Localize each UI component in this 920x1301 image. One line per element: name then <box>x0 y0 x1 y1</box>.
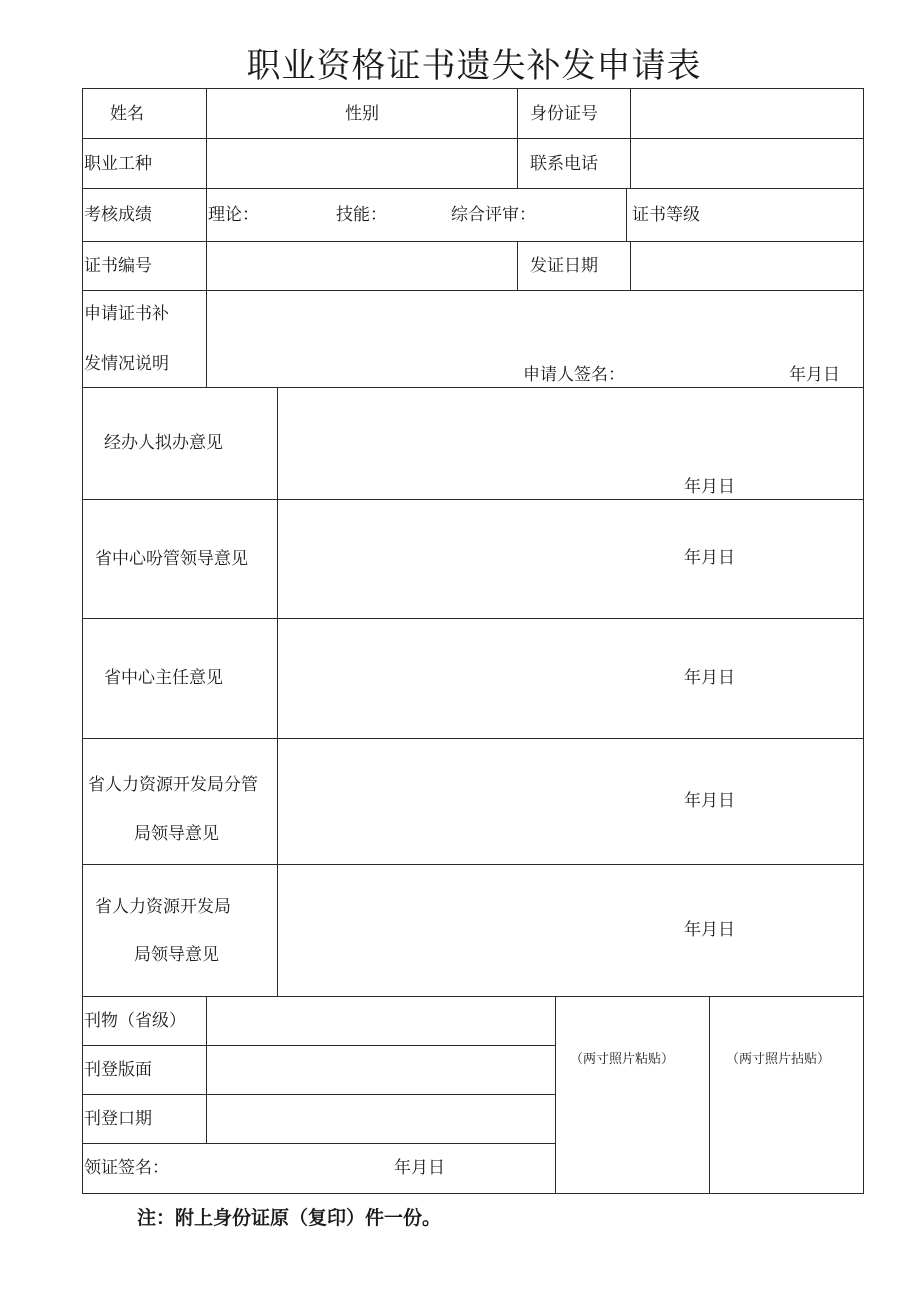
row-divider <box>82 1094 555 1095</box>
photo-placeholder-2: （两寸照片拈贴） <box>726 1052 831 1067</box>
bureau-deputy-opinion-date: 年月日 <box>684 791 735 811</box>
form-title: 职业资格证书遗失补发申请表 <box>246 46 702 86</box>
center-leader-opinion-label: 省中心吩管领导意见 <box>95 549 248 569</box>
form-table <box>82 88 864 1194</box>
id-number-label: 身份证号 <box>530 104 598 124</box>
phone-label: 联系电话 <box>530 154 598 174</box>
row-divider <box>82 138 864 139</box>
occupation-label: 职业工种 <box>84 154 152 174</box>
cert-number-label: 证书编号 <box>84 256 152 276</box>
receiver-signature-label: 领证签名： <box>84 1158 169 1178</box>
publication-page-label: 刊登版面 <box>84 1060 152 1080</box>
center-director-opinion-date: 年月日 <box>684 668 735 688</box>
center-director-opinion-label: 省中心主任意见 <box>104 668 223 688</box>
footnote: 注：附上身份证原（复印）件一份。 <box>137 1207 442 1229</box>
reason-label-line2: 发情况说明 <box>84 354 169 374</box>
applicant-date: 年月日 <box>789 365 840 385</box>
skill-label: 技能： <box>336 205 387 225</box>
center-leader-opinion-date: 年月日 <box>684 548 735 568</box>
col-divider <box>630 88 631 188</box>
col-divider <box>709 996 710 1194</box>
bureau-deputy-opinion-label-line1: 省人力资源开发局分管 <box>88 775 258 795</box>
assessment-label: 考核成绩 <box>84 205 152 225</box>
bureau-deputy-opinion-label-line2: 局领导意见 <box>134 824 219 844</box>
review-label: 综合评审： <box>451 205 536 225</box>
row-divider <box>82 1143 555 1144</box>
row-divider <box>82 290 864 291</box>
row-divider <box>82 1045 555 1046</box>
col-divider <box>517 88 518 188</box>
col-divider <box>517 241 518 290</box>
row-divider <box>82 499 864 500</box>
bureau-leader-opinion-date: 年月日 <box>684 920 735 940</box>
cert-level-label: 证书等级 <box>632 205 700 225</box>
col-divider <box>626 188 627 241</box>
row-divider <box>82 618 864 619</box>
col-divider <box>555 996 556 1194</box>
gender-label: 性别 <box>345 104 379 124</box>
bureau-leader-opinion-label-line1: 省人力资源开发局 <box>95 897 231 917</box>
col-divider <box>277 387 278 996</box>
col-divider <box>630 241 631 290</box>
row-divider <box>82 387 864 388</box>
col-divider <box>206 996 207 1143</box>
row-divider <box>82 864 864 865</box>
publication-label: 刊物（省级） <box>84 1011 186 1031</box>
receiver-date: 年月日 <box>394 1158 445 1178</box>
row-divider <box>82 241 864 242</box>
row-divider <box>82 738 864 739</box>
bureau-leader-opinion-label-line2: 局领导意见 <box>134 945 219 965</box>
reason-label-line1: 申请证书补 <box>84 304 169 324</box>
publication-date-label: 刊登口期 <box>84 1109 152 1129</box>
handler-opinion-date: 年月日 <box>684 477 735 497</box>
row-divider <box>82 188 864 189</box>
theory-label: 理论： <box>208 205 259 225</box>
photo-placeholder-1: （两寸照片粘贴） <box>570 1052 675 1067</box>
name-label: 姓名 <box>110 104 144 124</box>
applicant-signature-label: 申请人签名： <box>523 365 625 385</box>
col-divider <box>206 88 207 387</box>
row-divider <box>82 996 864 997</box>
handler-opinion-label: 经办人拟办意见 <box>104 433 223 453</box>
issue-date-label: 发证日期 <box>530 256 598 276</box>
